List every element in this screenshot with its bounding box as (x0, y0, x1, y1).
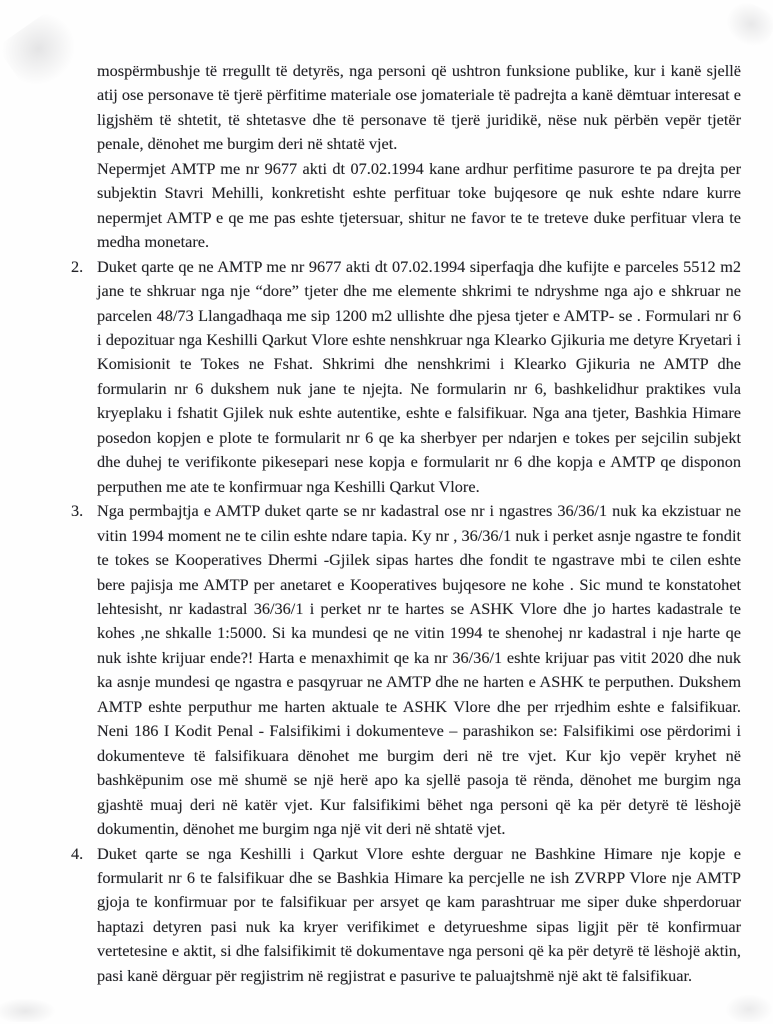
scan-smudge-top-left (0, 5, 94, 100)
item-text: Duket qarte se nga Keshilli i Qarkut Vlore eshte derguar ne Bashkine Himare nje kopje e formularit nr 6 te falsifikuar dhe se Bashkia Himare ka percjelle ne ish ZVRPP Vlore nje AMTP gjoja te konfirmuar por te falsifikuar per arsyet qe kam parashtruar me siper duke shperdoruar haptazi detyren pasi nuk ka kryer verifikimet e detyrueshme sipas ligjit për të konfirmuar vertetesine e aktit, si dhe falsifikimit të dokumentave nga personi që ka për detyrë të lëshojë aktin, pasi kanë dërguar për regjistrim në regjistrat e pasurive te paluajtshmë një akt të falsifikuar. (97, 843, 741, 985)
numbered-item-4 (71, 842, 741, 989)
item-number: 2. (71, 256, 84, 276)
item-text: Duket qarte qe ne AMTP me nr 9677 akti dt 07.02.1994 siperfaqja dhe kufijte e parceles 5512 m2 jane te shkruar nga nje “dore” tjeter dhe me elemente shkrimi te ndryshme nga ajo e shkruar ne parcelen 48/73 Llangadhaqa me sip 1200 m2 ullishte dhe pjesa tjeter e AMTP- se . Formulari nr 6 i depozituar nga Keshilli Qarkut Vlore eshte nenshkruar nga Klearko Gjikuria me detyre Kryetari i Komisionit te Tokes ne Fshat. Shkrimi dhe nenshkrimi i Klearko Gjikuria ne AMTP dhe formularin nr 6 dukshem nuk jane te njejta. Ne formularin nr 6, bashkelidhur praktikes vula kryeplaku i fshatit Gjilek nuk eshte autentike, eshte e falsifikuar. Nga ana tjeter, Bashkia Himare posedon kopjen e plote te formularit nr 6 qe ka sherbyer per ndarjen e tokes per sejcilin subjekt dhe duhej te verifikonte pikesepari nese kopja e formularit nr 6 dhe kopja e AMTP qe disponon perputhen me ate te konfirmuar nga Keshilli Qarkut Vlore. (97, 256, 741, 496)
document-text-block (71, 59, 741, 988)
scan-smudge-bottom-left (0, 998, 56, 1022)
item-number: 4. (71, 843, 84, 863)
scan-smudge-bottom-right (725, 994, 773, 1022)
scan-smudge-top-right (716, 0, 773, 55)
numbered-item-2 (71, 255, 741, 500)
numbered-item-3 (71, 499, 741, 841)
item-text: Nga permbajtja e AMTP duket qarte se nr kadastral ose nr i ngastres 36/36/1 nuk ka ekzistuar ne vitin 1994 moment ne te cilin eshte ndare tapia. Ky nr , 36/36/1 nuk i perket asnje ngastre te fondit te tokes se Kooperatives Dhermi -Gjilek sipas hartes dhe fondit te ngastrave mbi te cilen eshte bere pajisja me AMTP per anetaret e Kooperatives bujqesore ne kohe . Sic mund te konstatohet lehtesisht, nr kadastral 36/36/1 i perket nr te hartes se ASHK Vlore dhe jo hartes kadastrale te kohes ,ne shkalle 1:5000. Si ka mundesi qe ne vitin 1994 te shenohej nr kadastral i nje harte qe nuk ishte krijuar ende?! Harta e menaxhimit qe ka nr 36/36/1 eshte krijuar pas vitit 2020 dhe nuk ka asnje mundesi qe ngastra e pasqyruar ne AMTP dhe ne harten e ASHK te perputhen. Dukshem AMTP eshte perputhur me harten aktuale te ASHK Vlore dhe per rrjedhim eshte e falsifikuar. Neni 186 I Kodit Penal - Falsifikimi i dokumenteve – parashikon se: Falsifikimi ose përdorimi i dokumenteve të falsifikuara dënohet me burgim deri në tre vjet. Kur kjo vepër kryhet në bashkëpunim ose më shumë se një herë apo ka sjellë pasoja të rënda, dënohet me burgim nga gjashtë muaj deri në katër vjet. Kur falsifikimi bëhet nga personi që ka për detyrë të lëshojë dokumentin, dënohet me burgim nga një vit deri në shtatë vjet. (97, 501, 741, 839)
item-number: 3. (71, 501, 84, 521)
intro-paragraph-continuation: mospërmbushje të rregullt të detyrës, nga personi që ushtron funksione publike, kur i kanë sjellë atij ose personave të tjerë përfitime materiale ose jomateriale të padrejta a kanë dëmtuar interesat e ligjshëm të shtetit, të shtetasve dhe të personave të tjerë juridikë, nëse nuk përbën vepër tjetër penale, dënohet me burgim deri në shtatë vjet. (97, 61, 741, 154)
intro-paragraph-amtp: Nepermjet AMTP me nr 9677 akti dt 07.02.1994 kane ardhur perfitime pasurore te pa drejta per subjektin Stavri Mehilli, konkretisht eshte perfituar toke bujqesore qe nuk eshte ndare kurre nepermjet AMTP e qe me pas eshte tjetersuar, shitur ne favor te te treteve duke perfituar vlera te medha monetare. (97, 158, 741, 252)
